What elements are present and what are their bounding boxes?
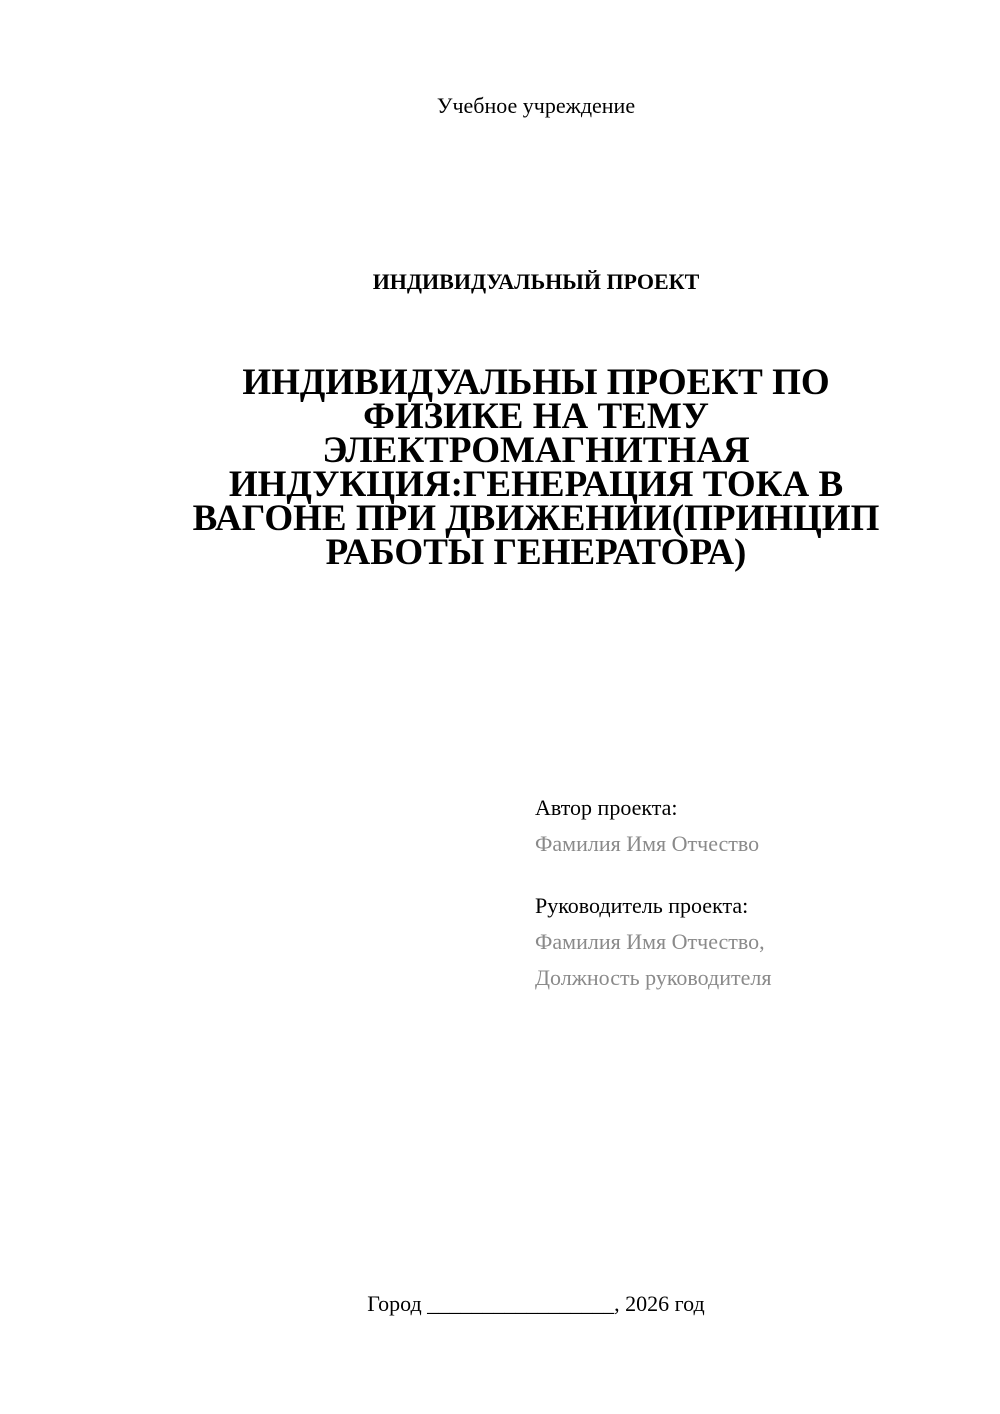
authors-spacer (535, 862, 975, 888)
title-line: ФИЗИКЕ НА ТЕМУ (363, 396, 709, 437)
title-line: ИНДУКЦИЯ:ГЕНЕРАЦИЯ ТОКА В (228, 464, 844, 505)
supervisor-position: Должность руководителя (535, 965, 772, 990)
title-line: РАБОТЫ ГЕНЕРАТОРА) (325, 532, 747, 573)
authors-block (535, 790, 975, 996)
city-year-line: Город _________________, 2026 год (367, 1291, 705, 1316)
title-line: ЭЛЕКТРОМАГНИТНАЯ (322, 430, 750, 471)
title-line: ИНДИВИДУАЛЬНЫ ПРОЕКТ ПО (242, 362, 830, 403)
title-line: ВАГОНЕ ПРИ ДВИЖЕНИИ(ПРИНЦИП (192, 498, 880, 539)
supervisor-name: Фамилия Имя Отчество, (535, 929, 765, 954)
project-title (150, 362, 922, 573)
institution-name: Учебное учреждение (436, 93, 636, 118)
author-label: Автор проекта: (535, 795, 678, 820)
author-name: Фамилия Имя Отчество (535, 831, 760, 856)
supervisor-label: Руководитель проекта: (535, 893, 749, 918)
project-type-heading: ИНДИВИДУАЛЬНЫЙ ПРОЕКТ (372, 269, 700, 294)
